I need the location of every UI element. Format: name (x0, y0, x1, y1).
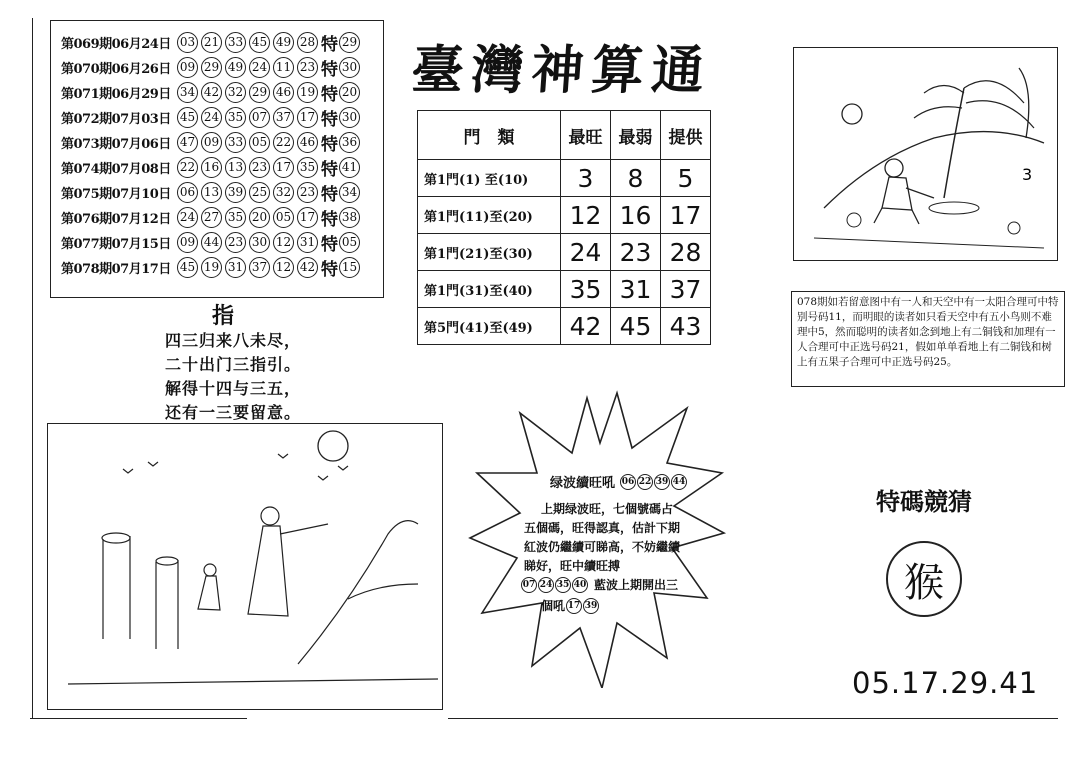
gate-cold: 31 (611, 271, 661, 308)
draw-ball: 22 (177, 157, 198, 178)
draw-ball: 09 (177, 232, 198, 253)
draw-ball: 29 (249, 82, 270, 103)
special-marker: 特 (321, 159, 338, 180)
draw-ball: 20 (249, 207, 270, 228)
draw-ball: 49 (273, 32, 294, 53)
draw-ball: 32 (273, 182, 294, 203)
star-ball-row (520, 576, 678, 593)
gate-row (418, 160, 711, 197)
special-ball: 38 (339, 207, 360, 228)
draw-ball: 47 (177, 132, 198, 153)
gate-hot: 3 (561, 160, 611, 197)
header-category: 門 類 (418, 111, 561, 160)
guess-animal: 猴 (886, 541, 962, 617)
page-title: 臺灣神算通 (409, 40, 714, 101)
draw-label: 第070期06月26日 (61, 61, 171, 77)
draw-ball: 39 (225, 182, 246, 203)
draw-row (61, 105, 363, 129)
draw-ball: 42 (201, 82, 222, 103)
draw-ball: 12 (273, 257, 294, 278)
draw-ball: 13 (225, 157, 246, 178)
special-marker: 特 (321, 34, 338, 55)
draw-row (61, 130, 363, 154)
poem-line: 二十出门三指引。 (165, 355, 302, 374)
draw-ball: 35 (225, 107, 246, 128)
draw-ball: 25 (249, 182, 270, 203)
scholar-drawing (48, 424, 442, 709)
special-marker: 特 (321, 134, 338, 155)
gate-cold: 45 (611, 308, 661, 345)
gate-cold: 23 (611, 234, 661, 271)
header-offer: 提供 (661, 111, 711, 160)
draw-ball: 21 (201, 32, 222, 53)
draw-ball: 46 (273, 82, 294, 103)
star-ball: 44 (671, 474, 687, 490)
draw-ball: 22 (273, 132, 294, 153)
draw-ball: 24 (249, 57, 270, 78)
illustration-farmer (793, 47, 1058, 261)
draw-ball: 31 (225, 257, 246, 278)
draw-row (61, 30, 363, 54)
draw-ball: 37 (249, 257, 270, 278)
star-heading-text: 绿波續旺吼 (550, 476, 616, 491)
poem-line: 四三归来八未尽， (165, 331, 302, 350)
star-last-prefix: 個吼 (541, 599, 566, 613)
draw-ball: 37 (273, 107, 294, 128)
gate-row (418, 308, 711, 345)
draw-label: 第075期07月10日 (61, 186, 171, 202)
star-ball: 39 (654, 474, 670, 490)
special-marker: 特 (321, 84, 338, 105)
special-ball: 41 (339, 157, 360, 178)
guess-numbers: 05.17.29.41 (852, 666, 1039, 700)
special-ball: 15 (339, 257, 360, 278)
special-ball: 05 (339, 232, 360, 253)
star-ball: 17 (566, 598, 582, 614)
gate-cold: 8 (611, 160, 661, 197)
star-ball: 35 (555, 577, 571, 593)
draw-ball: 03 (177, 32, 198, 53)
draw-label: 第072期07月03日 (61, 111, 171, 127)
draw-ball: 29 (201, 57, 222, 78)
special-marker: 特 (321, 209, 338, 230)
draw-ball: 45 (249, 32, 270, 53)
special-marker: 特 (321, 234, 338, 255)
gate-range: 第1門(31)至(40) (418, 271, 561, 308)
draw-ball: 09 (201, 132, 222, 153)
draw-row (61, 255, 363, 279)
draw-ball: 17 (297, 207, 318, 228)
poem-line: 解得十四与三五， (165, 379, 302, 398)
draw-row (61, 80, 363, 104)
gate-row (418, 197, 711, 234)
draw-ball: 13 (201, 182, 222, 203)
special-ball: 20 (339, 82, 360, 103)
gate-offer: 43 (661, 308, 711, 345)
draw-label: 第076期07月12日 (61, 211, 171, 227)
gate-row (418, 234, 711, 271)
special-marker: 特 (321, 259, 338, 280)
special-ball: 29 (339, 32, 360, 53)
star-ball: 06 (620, 474, 636, 490)
gate-range: 第1門(11)至(20) (418, 197, 561, 234)
draw-ball: 19 (201, 257, 222, 278)
special-ball: 30 (339, 107, 360, 128)
pic-number: 3 (1022, 165, 1033, 184)
star-heading-balls (619, 473, 687, 490)
draw-ball: 07 (249, 107, 270, 128)
star-ball: 24 (538, 577, 554, 593)
draw-ball: 33 (225, 132, 246, 153)
gate-cold: 16 (611, 197, 661, 234)
gate-offer: 5 (661, 160, 711, 197)
star-ball: 39 (583, 598, 599, 614)
gate-range: 第1門(21)至(30) (418, 234, 561, 271)
hint-note: 078期如若留意图中有一人和天空中有一太阳合理可中特别号码11，而明眼的读者如只看天空中有五小鸟则不难理中5，然而聪明的读者如念到地上有二铜钱和加理有一人合理可中正选号码21，假如单单看地上有二铜钱和树上有五果子合理可中正选号码25。 (791, 291, 1065, 387)
gate-table-header (418, 111, 711, 160)
draw-label: 第073期07月06日 (61, 136, 171, 152)
gate-range: 第1門(1) 至(10) (418, 160, 561, 197)
draw-ball: 11 (273, 57, 294, 78)
draw-ball: 23 (297, 182, 318, 203)
gate-hot: 42 (561, 308, 611, 345)
star-text-line: 上期绿波旺，七個號碼占 (541, 502, 674, 516)
draw-ball: 05 (249, 132, 270, 153)
draw-row (61, 55, 363, 79)
star-text-line: 睇好，旺中續旺搏 (524, 559, 621, 573)
star-last-balls (565, 597, 599, 614)
draw-ball: 35 (225, 207, 246, 228)
farmer-drawing (794, 48, 1057, 260)
gate-row (418, 271, 711, 308)
draw-ball: 46 (297, 132, 318, 153)
star-text-line: 紅波仍繼續可睇高，不妨繼續 (524, 540, 681, 554)
star-text-line: 五個碼，旺得認真，估計下期 (524, 521, 681, 535)
draw-ball: 31 (297, 232, 318, 253)
draw-ball: 42 (297, 257, 318, 278)
draw-ball: 05 (273, 207, 294, 228)
draw-label: 第078期07月17日 (61, 261, 171, 277)
gate-hot: 12 (561, 197, 611, 234)
draw-ball: 17 (297, 107, 318, 128)
special-ball: 36 (339, 132, 360, 153)
gate-hot: 24 (561, 234, 611, 271)
draw-label: 第074期07月08日 (61, 161, 171, 177)
star-ball: 07 (521, 577, 537, 593)
draw-ball: 24 (201, 107, 222, 128)
draw-ball: 19 (297, 82, 318, 103)
guess-label: 特碼競猜 (876, 487, 972, 516)
draw-row (61, 155, 363, 179)
draw-row (61, 205, 363, 229)
draw-row (61, 230, 363, 254)
gate-offer: 17 (661, 197, 711, 234)
draw-history-box (50, 20, 384, 298)
star-ball: 22 (637, 474, 653, 490)
illustration-scholar (47, 423, 443, 710)
gate-offer: 28 (661, 234, 711, 271)
draw-ball: 06 (177, 182, 198, 203)
draw-ball: 45 (177, 107, 198, 128)
special-marker: 特 (321, 184, 338, 205)
bottom-divider-right (448, 718, 1058, 719)
star-ball: 40 (572, 577, 588, 593)
draw-label: 第077期07月15日 (61, 236, 171, 252)
draw-label: 第071期06月29日 (61, 86, 171, 102)
special-marker: 特 (321, 59, 338, 80)
draw-ball: 45 (177, 257, 198, 278)
draw-row (61, 180, 363, 204)
draw-ball: 35 (297, 157, 318, 178)
gate-range: 第5門(41)至(49) (418, 308, 561, 345)
draw-ball: 33 (225, 32, 246, 53)
bottom-divider-left (30, 718, 247, 719)
star-row-text: 藍波上期開出三 (594, 578, 679, 592)
star-row-balls (520, 576, 588, 593)
header-hot: 最旺 (561, 111, 611, 160)
draw-ball: 16 (201, 157, 222, 178)
poem-line: 还有一三要留意。 (165, 403, 302, 422)
draw-ball: 27 (201, 207, 222, 228)
draw-label: 第069期06月24日 (61, 36, 171, 52)
gate-offer: 37 (661, 271, 711, 308)
draw-ball: 28 (297, 32, 318, 53)
draw-ball: 23 (249, 157, 270, 178)
gate-table (417, 110, 711, 345)
left-margin-line (32, 18, 33, 718)
special-ball: 34 (339, 182, 360, 203)
poem-title: 指 (212, 303, 235, 329)
draw-ball: 09 (177, 57, 198, 78)
draw-ball: 23 (297, 57, 318, 78)
draw-ball: 17 (273, 157, 294, 178)
special-marker: 特 (321, 109, 338, 130)
draw-ball: 30 (249, 232, 270, 253)
star-last-row (541, 597, 599, 614)
draw-ball: 34 (177, 82, 198, 103)
draw-ball: 12 (273, 232, 294, 253)
draw-ball: 32 (225, 82, 246, 103)
star-heading (550, 472, 687, 491)
header-cold: 最弱 (611, 111, 661, 160)
draw-ball: 23 (225, 232, 246, 253)
draw-ball: 24 (177, 207, 198, 228)
draw-ball: 49 (225, 57, 246, 78)
draw-ball: 44 (201, 232, 222, 253)
gate-hot: 35 (561, 271, 611, 308)
special-ball: 30 (339, 57, 360, 78)
